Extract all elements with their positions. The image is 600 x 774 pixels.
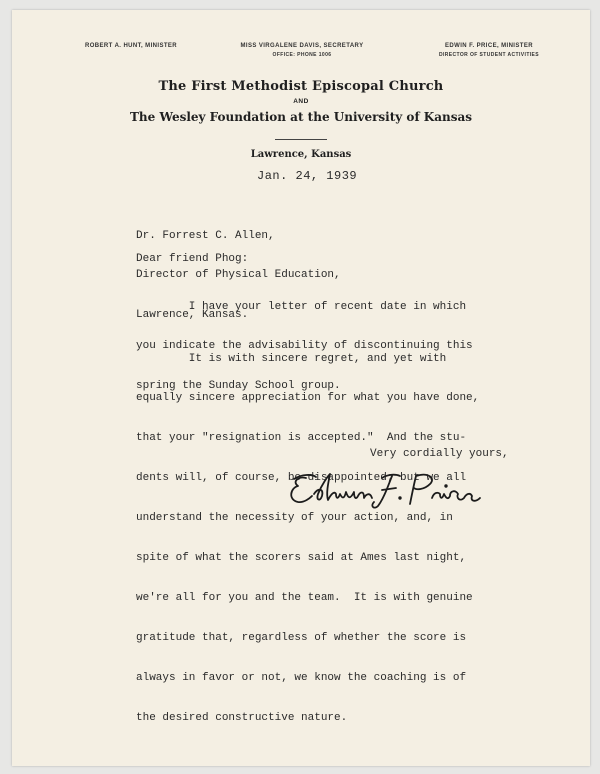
handwritten-signature (284, 470, 484, 514)
address-line: Director of Physical Education, (136, 269, 341, 282)
and-connector: AND (293, 98, 309, 105)
closing: Very cordially yours, (370, 448, 509, 460)
paragraph-line: gratitude that, regardless of whether the score is (136, 631, 467, 644)
paragraph-line: spring the Sunday School group. (136, 380, 341, 393)
paragraph-line: we're all for you and the team. It is with genuine (136, 591, 473, 604)
foundation-name: The Wesley Foundation at the University of Kansas (129, 110, 472, 124)
paragraph-line: understand the necessity of your action, and, in (136, 512, 453, 525)
paragraph-line: spite of what the scorers said at Ames last night, (136, 552, 467, 565)
paragraph-line: the desired constructive nature. (136, 711, 348, 724)
header-divider (275, 139, 327, 140)
paragraph-line: that your "resignation is accepted." And the stu- (136, 432, 467, 445)
header-middle (212, 42, 392, 60)
paragraph-line: you indicate the advisability of discontinuing this (136, 340, 473, 353)
header-right-title: DIRECTOR OF STUDENT ACTIVITIES (438, 52, 540, 58)
paragraph-2 (136, 326, 479, 752)
paragraph-line: equally sincere appreciation for what you have done, (136, 392, 480, 405)
header-left-name: ROBERT A. HUNT, MINISTER (85, 43, 178, 49)
address-line: Lawrence, Kansas. (136, 309, 249, 322)
city-name: Lawrence, Kansas (250, 149, 352, 160)
letter-date: Jan. 24, 1939 (257, 169, 358, 183)
salutation: Dear friend Phog: (136, 253, 249, 265)
paragraph-line: always in favor or not, we know the coaching is of (136, 671, 467, 684)
paragraph-line: It is with sincere regret, and yet with (136, 352, 447, 365)
letter-sheet (12, 10, 590, 766)
header-right-name: EDWIN F. PRICE, MINISTER (445, 43, 533, 49)
header-middle-name: MISS VIRGALENE DAVIS, SECRETARY (240, 43, 364, 49)
header-right (424, 42, 554, 60)
address-line: Dr. Forrest C. Allen, (136, 229, 275, 242)
paragraph-line: dents will, of course, be disappointed; but we all (136, 472, 467, 485)
paragraph-line: I have your letter of recent date in which (136, 300, 467, 313)
church-name: The First Methodist Episcopal Church (158, 79, 444, 94)
header-middle-office: OFFICE: PHONE 1006 (272, 52, 332, 58)
